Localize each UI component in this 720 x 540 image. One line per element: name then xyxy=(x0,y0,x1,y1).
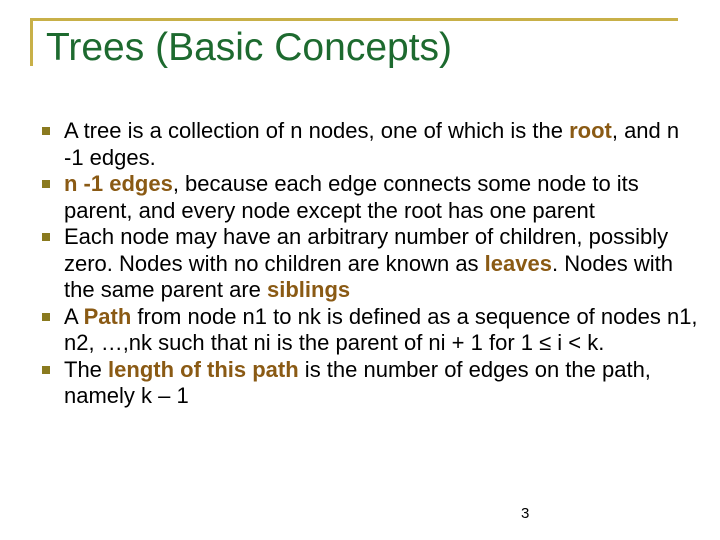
bullet-item-3: Each node may have an arbitrary number of children, possibly zero. Nodes with no children are known as leaves. Nodes with the same parent are siblings xyxy=(39,224,699,304)
term-siblings: siblings xyxy=(267,277,351,302)
term-path-length: length of this path xyxy=(108,356,299,382)
term-edges: n -1 edges xyxy=(64,171,173,196)
slide-title: Trees (Basic Concepts) xyxy=(46,26,453,69)
frame-top-rule xyxy=(30,18,678,21)
bullet-item-2: n -1 edges, because each edge connects some node to its parent, and every node except the root has one parent xyxy=(39,171,699,224)
square-bullet-icon xyxy=(42,366,50,374)
square-bullet-icon xyxy=(42,180,50,188)
square-bullet-icon xyxy=(42,127,50,135)
square-bullet-icon xyxy=(42,233,50,241)
bullet-item-5: The length of this path is the number of edges on the path, namely k – 1 xyxy=(39,357,699,410)
page-number: 3 xyxy=(521,505,530,522)
bullet-list xyxy=(39,118,699,410)
term-path: Path xyxy=(83,303,132,329)
square-bullet-icon xyxy=(42,313,50,321)
bullet-item-1: A tree is a collection of n nodes, one of which is the root, and n -1 edges. xyxy=(39,118,699,171)
term-root: root xyxy=(569,118,612,143)
frame-left-rule xyxy=(30,18,33,66)
term-leaves: leaves xyxy=(484,250,552,276)
bullet-item-4: A Path from node n1 to nk is defined as a sequence of nodes n1, n2, …,nk such that ni is the parent of ni + 1 for 1 ≤ i < k. xyxy=(39,304,699,357)
